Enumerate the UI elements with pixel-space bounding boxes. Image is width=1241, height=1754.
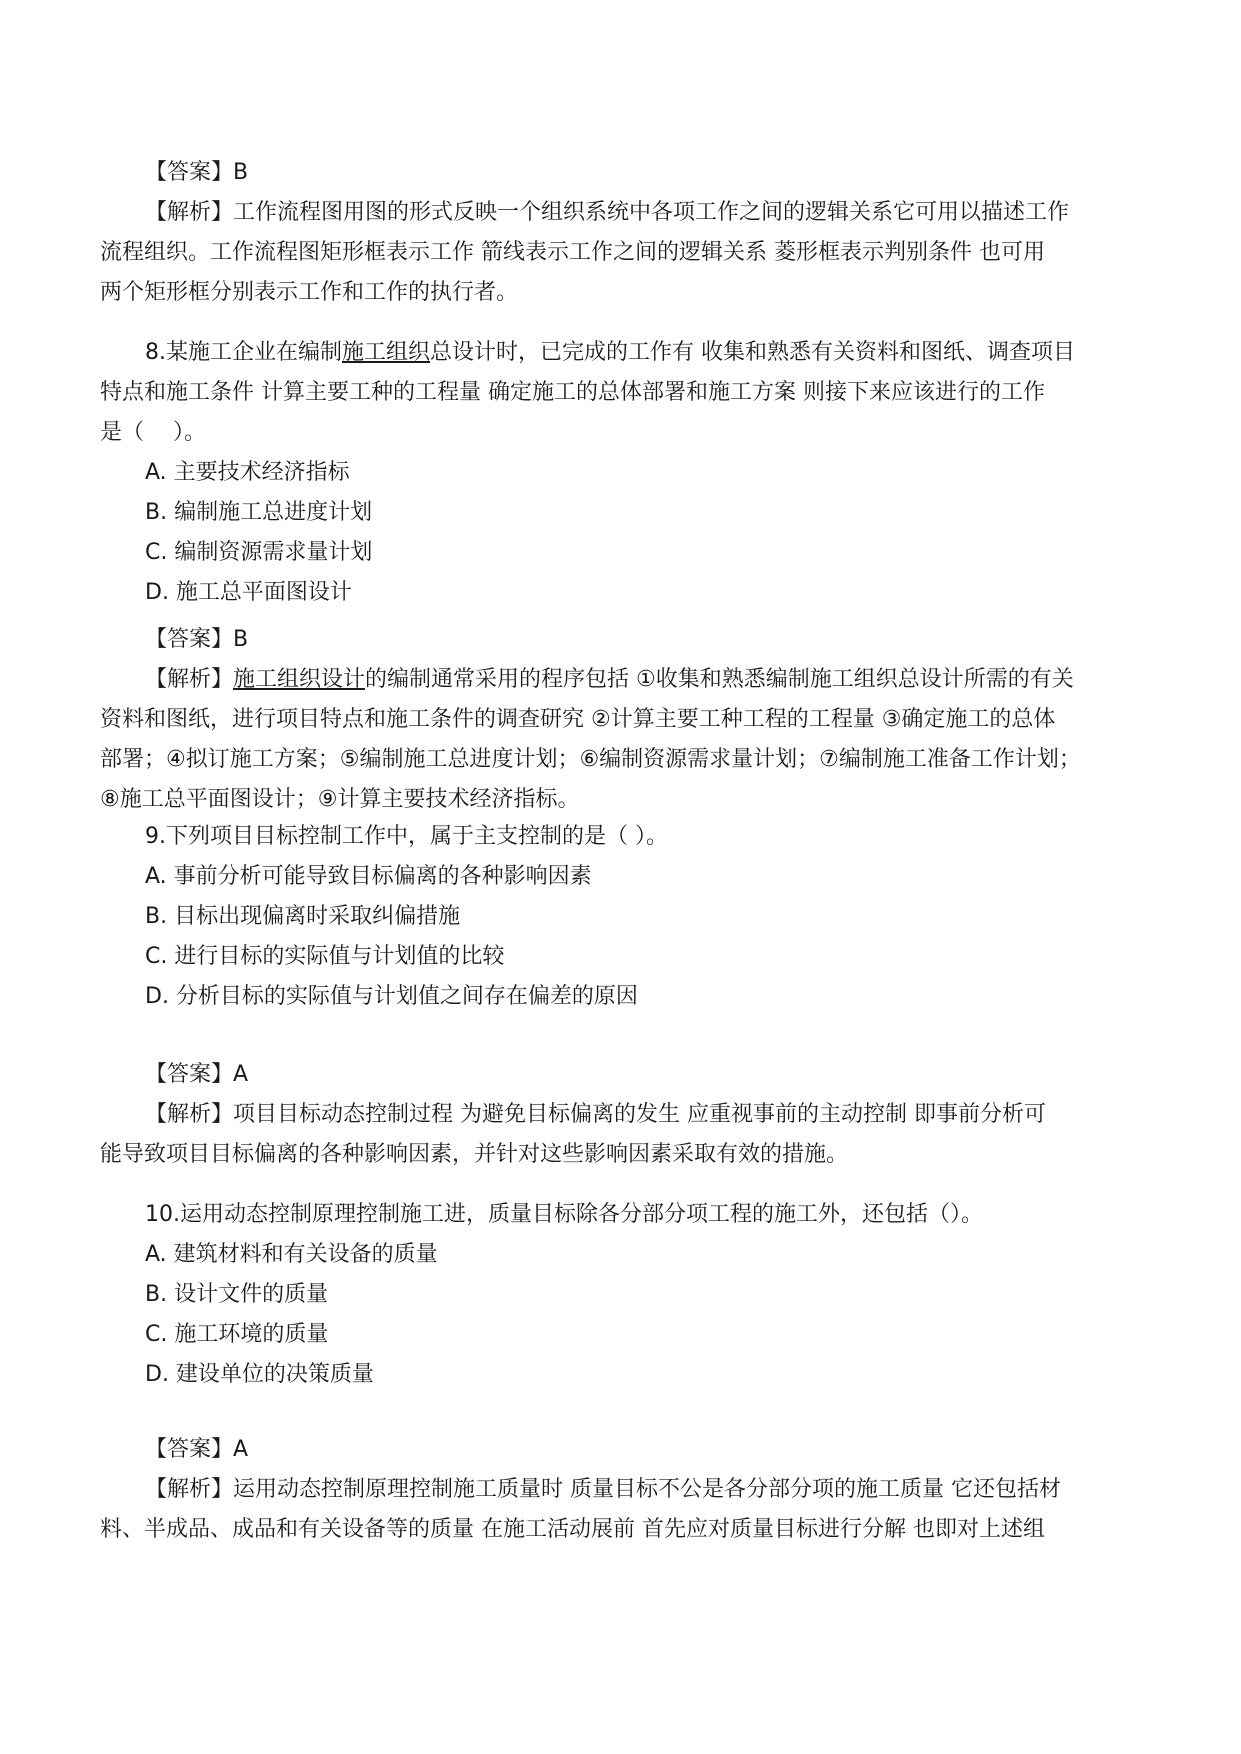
text-line: A. 建筑材料和有关设备的质量 (145, 1242, 438, 1267)
text-line: 【解析】运用动态控制原理控制施工质量时 质量目标不公是各分部分项的施工质量 它还包括材 (145, 1477, 1061, 1502)
text-line: D. 分析目标的实际值与计划值之间存在偏差的原因 (145, 984, 638, 1009)
answer-8 (100, 620, 1200, 660)
question-10 (100, 1195, 1200, 1395)
text-span: 【解析】 (145, 667, 234, 692)
text-line: A. 主要技术经济指标 (145, 460, 350, 485)
text-line: B. 目标出现偏离时采取纠偏措施 (145, 904, 461, 929)
text-line: 【答案】B (145, 160, 249, 185)
text-line: 资料和图纸，进行项目特点和施工条件的调查研究 ②计算主要工种工程的工程量 ③确定施工的总体 (100, 707, 1056, 732)
text-span: 总设计时，已完成的工作有 收集和熟悉有关资料和图纸、调查项目 (430, 340, 1076, 365)
text-line: B. 编制施工总进度计划 (145, 500, 373, 525)
answer-7 (100, 153, 1200, 193)
explanation-10 (100, 1470, 1200, 1550)
text-line: 是（ ）。 (100, 420, 206, 445)
question-9 (100, 817, 1200, 1017)
text-line: 两个矩形框分别表示工作和工作的执行者。 (100, 280, 519, 305)
text-line: 【解析】项目目标动态控制过程 为避免目标偏离的发生 应重视事前的主动控制 即事前分析可 (145, 1102, 1046, 1127)
text-line: 能导致项目目标偏离的各种影响因素，并针对这些影响因素采取有效的措施。 (100, 1142, 849, 1167)
text-line: C. 施工环境的质量 (145, 1322, 329, 1347)
text-line: 【答案】B (145, 627, 249, 652)
text-line: A. 事前分析可能导致目标偏离的各种影响因素 (145, 864, 592, 889)
explanation-9 (100, 1095, 1200, 1175)
text-span: 的编制通常采用的程序包括 ①收集和熟悉编制施工组织总设计所需的有关 (365, 667, 1074, 692)
explanation-7 (100, 193, 1200, 313)
text-line: C. 进行目标的实际值与计划值的比较 (145, 944, 505, 969)
text-line: B. 设计文件的质量 (145, 1282, 329, 1307)
text-span: 8.某施工企业在编制 (145, 340, 342, 365)
underlined-term: 施工组织 (342, 340, 431, 365)
text-line (100, 660, 1200, 700)
underlined-term: 施工组织设计 (233, 667, 366, 692)
text-line (100, 333, 1200, 373)
text-line: 料、半成品、成品和有关设备等的质量 在施工活动展前 首先应对质量目标进行分解 也即对上述组 (100, 1517, 1045, 1542)
text-line: D. 施工总平面图设计 (145, 580, 352, 605)
text-line: 9.下列项目目标控制工作中，属于主支控制的是（ ）。 (145, 824, 668, 849)
question-8 (100, 333, 1200, 613)
answer-9 (100, 1055, 1200, 1095)
text-line: 【答案】A (145, 1437, 249, 1462)
explanation-8 (100, 660, 1200, 820)
text-line: 【答案】A (145, 1062, 249, 1087)
text-line: C. 编制资源需求量计划 (145, 540, 373, 565)
answer-10 (100, 1430, 1200, 1470)
text-line: 流程组织。工作流程图矩形框表示工作 箭线表示工作之间的逻辑关系 菱形框表示判别条件 也可用 (100, 240, 1045, 265)
text-line: 10.运用动态控制原理控制施工进，质量目标除各分部分项工程的施工外，还包括（）。 (145, 1202, 983, 1227)
text-line: D. 建设单位的决策质量 (145, 1362, 374, 1387)
text-line: 特点和施工条件 计算主要工种的工程量 确定施工的总体部署和施工方案 则接下来应该进行的工作 (100, 380, 1045, 405)
text-line: ⑧施工总平面图设计；⑨计算主要技术经济指标。 (100, 787, 580, 812)
text-line: 部署；④拟订施工方案；⑤编制施工总进度计划；⑥编制资源需求量计划；⑦编制施工准备工作计划； (100, 747, 1081, 772)
text-line: 【解析】工作流程图用图的形式反映一个组织系统中各项工作之间的逻辑关系它可用以描述工作 (145, 200, 1070, 225)
